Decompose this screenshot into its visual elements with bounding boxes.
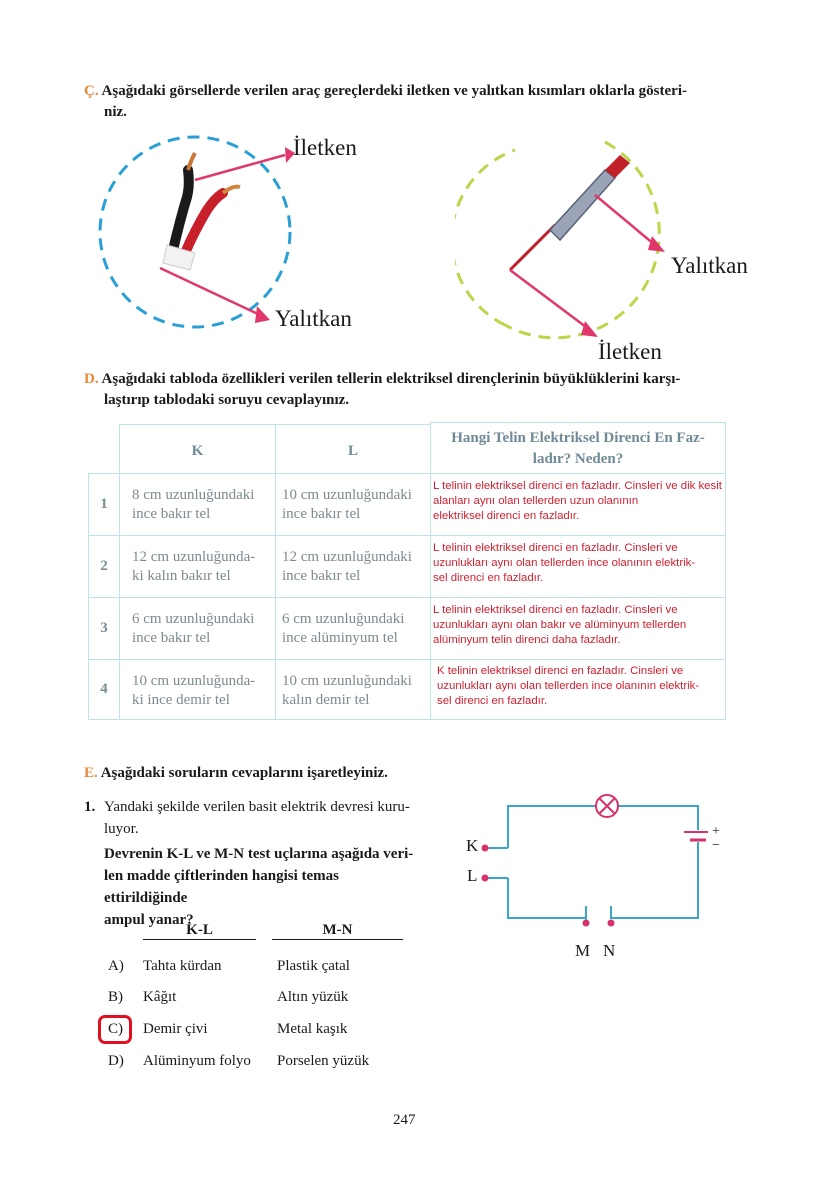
row-3-num-cell: [88, 597, 120, 660]
section-e-instruction: [84, 762, 388, 784]
option-b-letter[interactable]: B): [108, 989, 123, 1005]
row-2-l-line1: 12 cm uzunluğundaki: [282, 549, 412, 565]
question-line1: Yandaki şekilde verilen basit elektrik devresi kuru-: [104, 799, 410, 815]
label-m: M: [575, 941, 591, 960]
section-d-instruction: [84, 368, 744, 390]
option-b-mn: Altın yüzük: [277, 989, 349, 1005]
section-e-letter: E.: [84, 765, 98, 781]
header-question-line1: Hangi Telin Elektriksel Direnci En Faz-: [451, 430, 705, 446]
label-k: K: [466, 836, 479, 855]
row-2-answer-cell: [430, 535, 726, 598]
label-n: N: [603, 941, 616, 960]
question-bold1: Devrenin K-L ve M-N test uçlarına aşağıda veri-: [104, 846, 414, 862]
header-k: K: [191, 443, 204, 459]
row-2-k-cell: [119, 535, 276, 598]
row-4-answer-line2: uzunlukları aynı olan tellerden ince olanının elektrik-: [437, 680, 700, 692]
wire-top-right: [618, 806, 698, 830]
question-line2: luyor.: [104, 821, 139, 837]
row-2-answer-line2: uzunlukları aynı olan tellerden ince olanının elektrik-: [433, 557, 696, 569]
section-c-letter: Ç.: [84, 83, 99, 99]
header-question-line2: ladır? Neden?: [532, 451, 624, 467]
arrow-insulator: [160, 268, 260, 315]
row-1-answer-line3: elektriksel direnci en fazladır.: [433, 510, 580, 522]
row-1-k-line1: 8 cm uzunluğundaki: [132, 487, 255, 503]
option-c-kl: Demir çivi: [143, 1021, 208, 1037]
row-2-k-line2: ki kalın bakır tel: [132, 568, 231, 584]
red-wire-copper: [223, 187, 240, 193]
wire-top-left: [508, 806, 596, 848]
option-c-mn: Metal kaşık: [277, 1021, 348, 1037]
screwdriver-dashed-circle: [505, 142, 659, 338]
row-3-k-line2: ince bakır tel: [132, 630, 211, 646]
option-a-kl: Tahta kürdan: [143, 958, 222, 974]
option-a-mn: Plastik çatal: [277, 958, 350, 974]
section-c-instruction: [84, 80, 744, 102]
row-2-num-cell: [88, 535, 120, 598]
battery-plus: +: [712, 824, 720, 839]
row-3-k-line1: 6 cm uzunluğundaki: [132, 611, 255, 627]
screwdriver-conductor-label: İletken: [598, 339, 662, 364]
question-body: [104, 796, 424, 931]
page-number: 247: [393, 1112, 416, 1128]
battery-minus: −: [712, 838, 720, 853]
row-num: 4: [100, 681, 108, 697]
wire-right-bottom: [611, 842, 698, 918]
row-3-answer-line2: uzunlukları aynı olan bakır ve alüminyum tellerden: [433, 619, 687, 631]
option-a-letter[interactable]: A): [108, 958, 124, 974]
row-1-l-line1: 10 cm uzunluğundaki: [282, 487, 412, 503]
option-d-letter[interactable]: D): [108, 1053, 124, 1069]
row-2-answer-line1: L telinin elektriksel direnci en fazladır. Cinsleri ve: [433, 542, 678, 554]
row-num: 3: [100, 620, 108, 636]
row-2-l-cell: [275, 535, 431, 598]
section-d-text-line2: laştırıp tablodaki soruyu cevaplayınız.: [104, 392, 350, 408]
row-1-answer-cell: [430, 473, 726, 536]
cable-conductor-label: İletken: [293, 135, 357, 160]
row-3-l-line1: 6 cm uzunluğundaki: [282, 611, 405, 627]
wire-bottom-left: [508, 878, 586, 918]
row-1-answer-line2: alanları aynı olan tellerden uzun olanının: [433, 495, 639, 507]
section-d-letter: D.: [84, 371, 99, 387]
header-question-cell: [430, 422, 726, 474]
header-k-cell: [119, 424, 276, 474]
row-2-answer-line3: sel direnci en fazladır.: [433, 572, 544, 584]
section-d-text-line1: Aşağıdaki tabloda özellikleri verilen tellerin elektriksel dirençlerinin büyüklüklerini karşı-: [101, 371, 681, 387]
terminal-m: [583, 920, 590, 927]
question-bold2: len madde çiftlerinden hangisi temas ettirildiğinde: [104, 868, 339, 906]
section-c-text-line2: niz.: [104, 104, 127, 120]
row-4-answer-cell: [430, 659, 726, 720]
terminal-k: [482, 845, 489, 852]
col-mn-header: M-N: [272, 922, 403, 940]
row-3-l-cell: [275, 597, 431, 660]
option-d-kl: Alüminyum folyo: [143, 1053, 251, 1069]
row-3-answer-cell: [430, 597, 726, 660]
row-2-k-line1: 12 cm uzunluğunda-: [132, 549, 256, 565]
terminal-n: [608, 920, 615, 927]
row-4-num-cell: [88, 659, 120, 720]
row-4-l-cell: [275, 659, 431, 720]
row-4-k-line2: ki ince demir tel: [132, 692, 230, 708]
header-l: L: [347, 443, 358, 459]
row-4-answer-line1: K telinin elektriksel direnci en fazladır. Cinsleri ve: [437, 665, 684, 677]
screwdriver-illustration: [455, 130, 715, 350]
row-1-num-cell: [88, 473, 120, 536]
question-bold3: ampul yanar?: [104, 912, 194, 928]
label-l: L: [467, 866, 478, 885]
row-1-k-cell: [119, 473, 276, 536]
resistance-table: [88, 422, 728, 720]
terminal-l: [482, 875, 489, 882]
option-c-letter[interactable]: C): [108, 1021, 123, 1037]
row-3-k-cell: [119, 597, 276, 660]
row-num: 2: [100, 558, 108, 574]
row-4-k-cell: [119, 659, 276, 720]
row-1-l-cell: [275, 473, 431, 536]
cable-insulator-label: Yalıtkan: [275, 306, 352, 331]
row-num: 1: [100, 496, 108, 512]
row-4-k-line1: 10 cm uzunluğunda-: [132, 673, 256, 689]
option-d-mn: Porselen yüzük: [277, 1053, 370, 1069]
header-l-cell: [275, 424, 431, 474]
arrow-screwdriver-insulator: [595, 195, 655, 245]
row-2-l-line2: ince bakır tel: [282, 568, 361, 584]
col-kl-header: K-L: [143, 922, 256, 940]
row-3-answer-line3: alüminyum telin direnci daha fazladır.: [433, 634, 621, 646]
arrow-screwdriver-conductor: [510, 270, 590, 330]
circuit-diagram: [478, 788, 708, 928]
row-1-l-line2: ince bakır tel: [282, 506, 361, 522]
row-3-answer-line1: L telinin elektriksel direnci en fazladır. Cinsleri ve: [433, 604, 678, 616]
row-1-answer-line1: L telinin elektriksel direnci en fazladır. Cinsleri ve dik kesit: [433, 480, 722, 492]
question-number: 1.: [84, 799, 96, 815]
option-b-kl: Kâğıt: [143, 989, 177, 1005]
screwdriver-insulator-label: Yalıtkan: [671, 253, 748, 278]
row-3-l-line2: ince alüminyum tel: [282, 630, 398, 646]
section-e-text: Aşağıdaki soruların cevaplarını işaretleyiniz.: [100, 765, 388, 781]
row-4-answer-line3: sel direnci en fazladır.: [437, 695, 548, 707]
row-1-k-line2: ince bakır tel: [132, 506, 211, 522]
section-c-text-line1: Aşağıdaki görsellerde verilen araç gereçlerdeki iletken ve yalıtkan kısımları oklarla gösteri-: [101, 83, 687, 99]
row-4-l-line2: kalın demir tel: [282, 692, 370, 708]
screwdriver-blade: [510, 225, 555, 270]
arrow-conductor: [195, 155, 285, 180]
row-4-l-line1: 10 cm uzunluğundaki: [282, 673, 412, 689]
